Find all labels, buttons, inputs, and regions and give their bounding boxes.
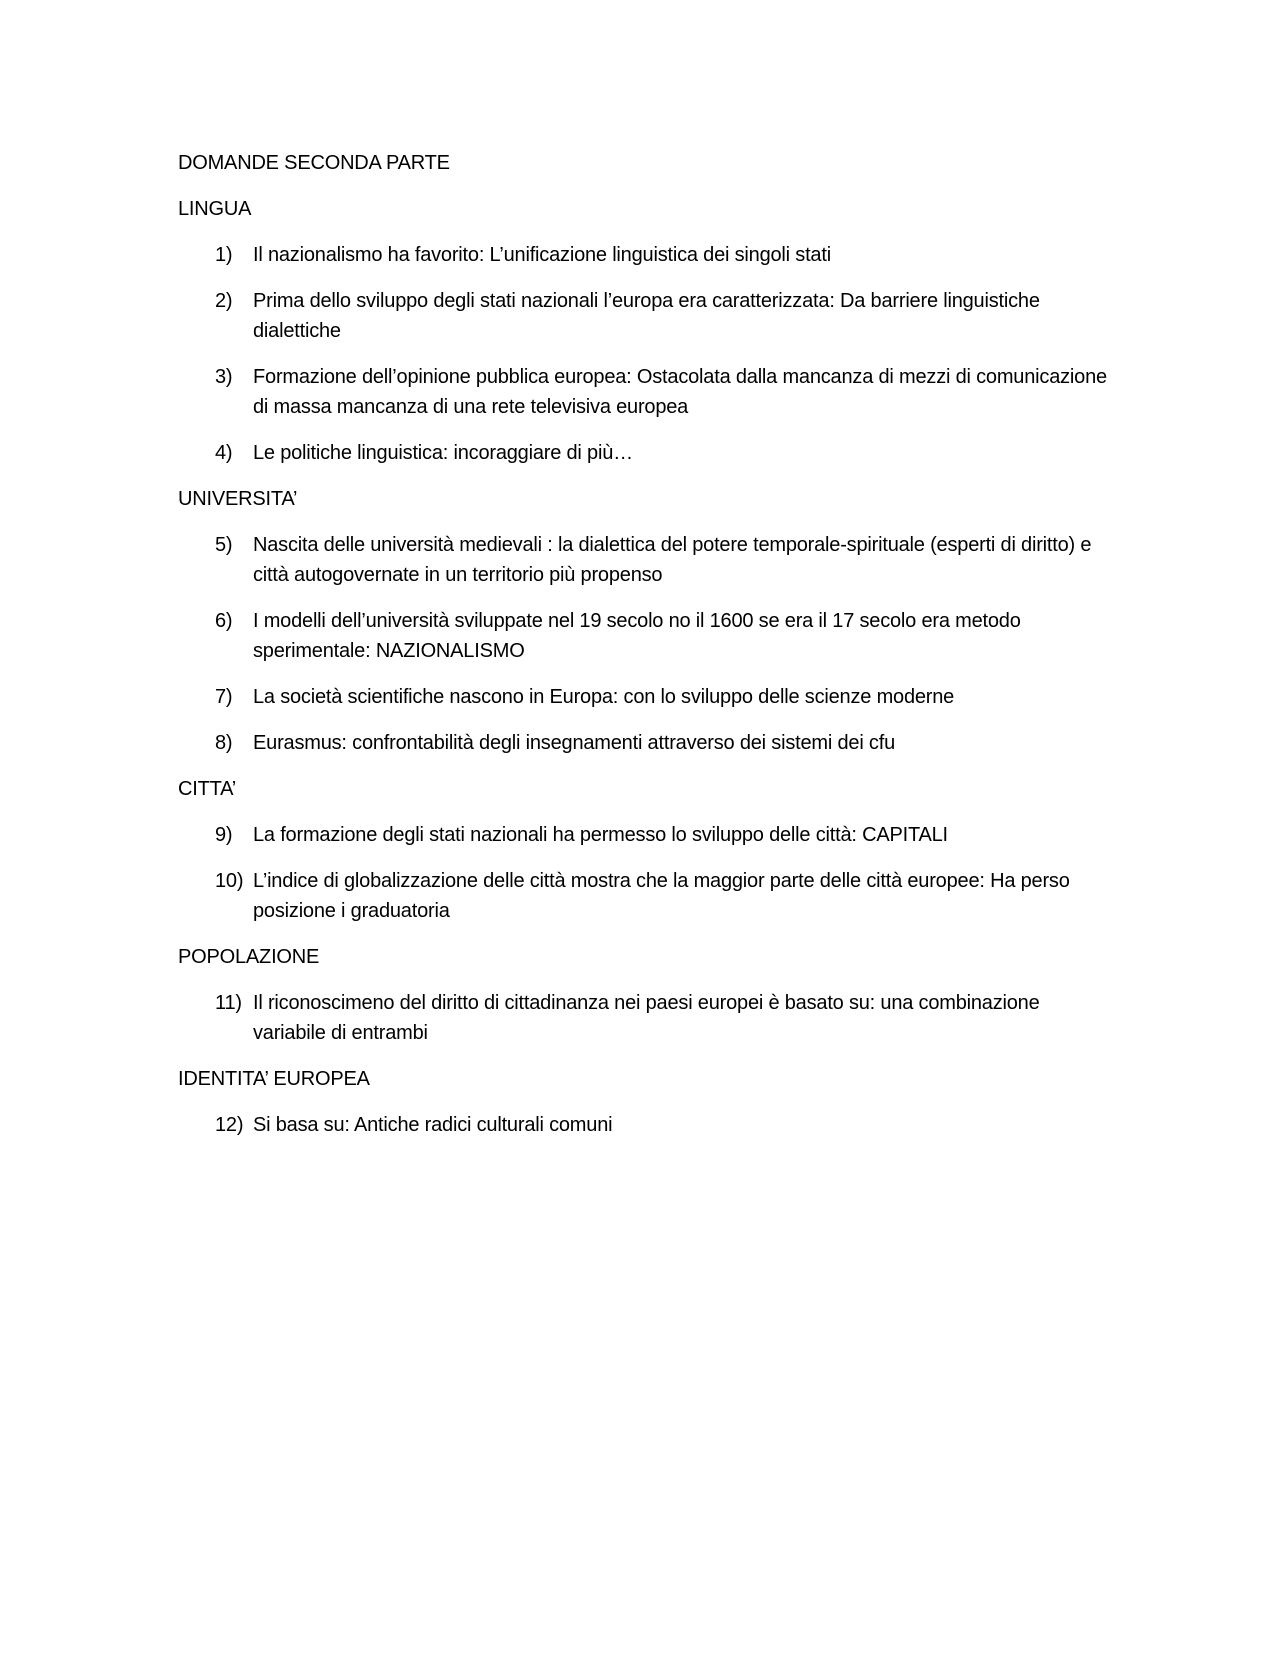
document-body bbox=[178, 148, 1108, 1156]
list-item bbox=[178, 866, 1108, 926]
list-item bbox=[178, 606, 1108, 666]
list-item bbox=[178, 988, 1108, 1048]
item-number: 8) bbox=[215, 732, 233, 754]
section-heading-citta: CITTA’ bbox=[178, 778, 237, 800]
item-text: Le politiche linguistica: incoraggiare di più… bbox=[253, 442, 633, 464]
document-title: DOMANDE SECONDA PARTE bbox=[178, 152, 450, 174]
item-number: 11) bbox=[215, 992, 242, 1014]
item-number: 9) bbox=[215, 824, 233, 846]
item-text: La formazione degli stati nazionali ha permesso lo sviluppo delle città: CAPITALI bbox=[253, 824, 948, 846]
question-list-universita bbox=[178, 530, 1108, 758]
item-text: La società scientifiche nascono in Europa: con lo sviluppo delle scienze moderne bbox=[253, 686, 955, 708]
list-item bbox=[178, 286, 1108, 346]
section-heading-lingua: LINGUA bbox=[178, 198, 252, 220]
list-item bbox=[178, 438, 1108, 468]
item-text: I modelli dell’università sviluppate nel 19 secolo no il 1600 se era il 17 secolo era metodo sperimentale: NAZIONALISMO bbox=[253, 610, 1021, 662]
section-heading-identita-europea: IDENTITA’ EUROPEA bbox=[178, 1068, 370, 1090]
list-item bbox=[178, 530, 1108, 590]
item-text: Il riconoscimeno del diritto di cittadinanza nei paesi europei è basato su: una combinazione variabile di entrambi bbox=[253, 992, 1040, 1044]
item-text: Prima dello sviluppo degli stati nazionali l’europa era caratterizzata: Da barriere linguistiche dialettiche bbox=[253, 290, 1040, 342]
item-number: 7) bbox=[215, 686, 233, 708]
list-item bbox=[178, 240, 1108, 270]
item-text: Formazione dell’opinione pubblica europea: Ostacolata dalla mancanza di mezzi di comunicazione di massa mancanza di una rete televisiva europea bbox=[253, 366, 1107, 418]
list-item bbox=[178, 820, 1108, 850]
item-number: 6) bbox=[215, 610, 233, 632]
question-list-citta bbox=[178, 820, 1108, 926]
item-number: 12) bbox=[215, 1114, 244, 1136]
item-number: 4) bbox=[215, 442, 233, 464]
section-heading-universita: UNIVERSITA’ bbox=[178, 488, 298, 510]
list-item bbox=[178, 362, 1108, 422]
item-number: 10) bbox=[215, 870, 244, 892]
item-number: 3) bbox=[215, 366, 233, 388]
item-number: 2) bbox=[215, 290, 233, 312]
item-number: 1) bbox=[215, 244, 233, 266]
question-list-identita-europea bbox=[178, 1110, 1108, 1140]
item-text: L’indice di globalizzazione delle città mostra che la maggior parte delle città europee: Ha perso posizione i graduatoria bbox=[253, 870, 1070, 922]
item-number: 5) bbox=[215, 534, 233, 556]
list-item bbox=[178, 728, 1108, 758]
item-text: Si basa su: Antiche radici culturali comuni bbox=[253, 1114, 613, 1136]
item-text: Eurasmus: confrontabilità degli insegnamenti attraverso dei sistemi dei cfu bbox=[253, 732, 895, 754]
item-text: Il nazionalismo ha favorito: L’unificazione linguistica dei singoli stati bbox=[253, 244, 831, 266]
item-text: Nascita delle università medievali : la dialettica del potere temporale-spirituale (esperti di diritto) e città autogovernate in un territorio più propenso bbox=[253, 534, 1092, 586]
question-list-lingua bbox=[178, 240, 1108, 468]
list-item bbox=[178, 682, 1108, 712]
section-heading-popolazione: POPOLAZIONE bbox=[178, 946, 320, 968]
question-list-popolazione bbox=[178, 988, 1108, 1048]
list-item bbox=[178, 1110, 1108, 1140]
